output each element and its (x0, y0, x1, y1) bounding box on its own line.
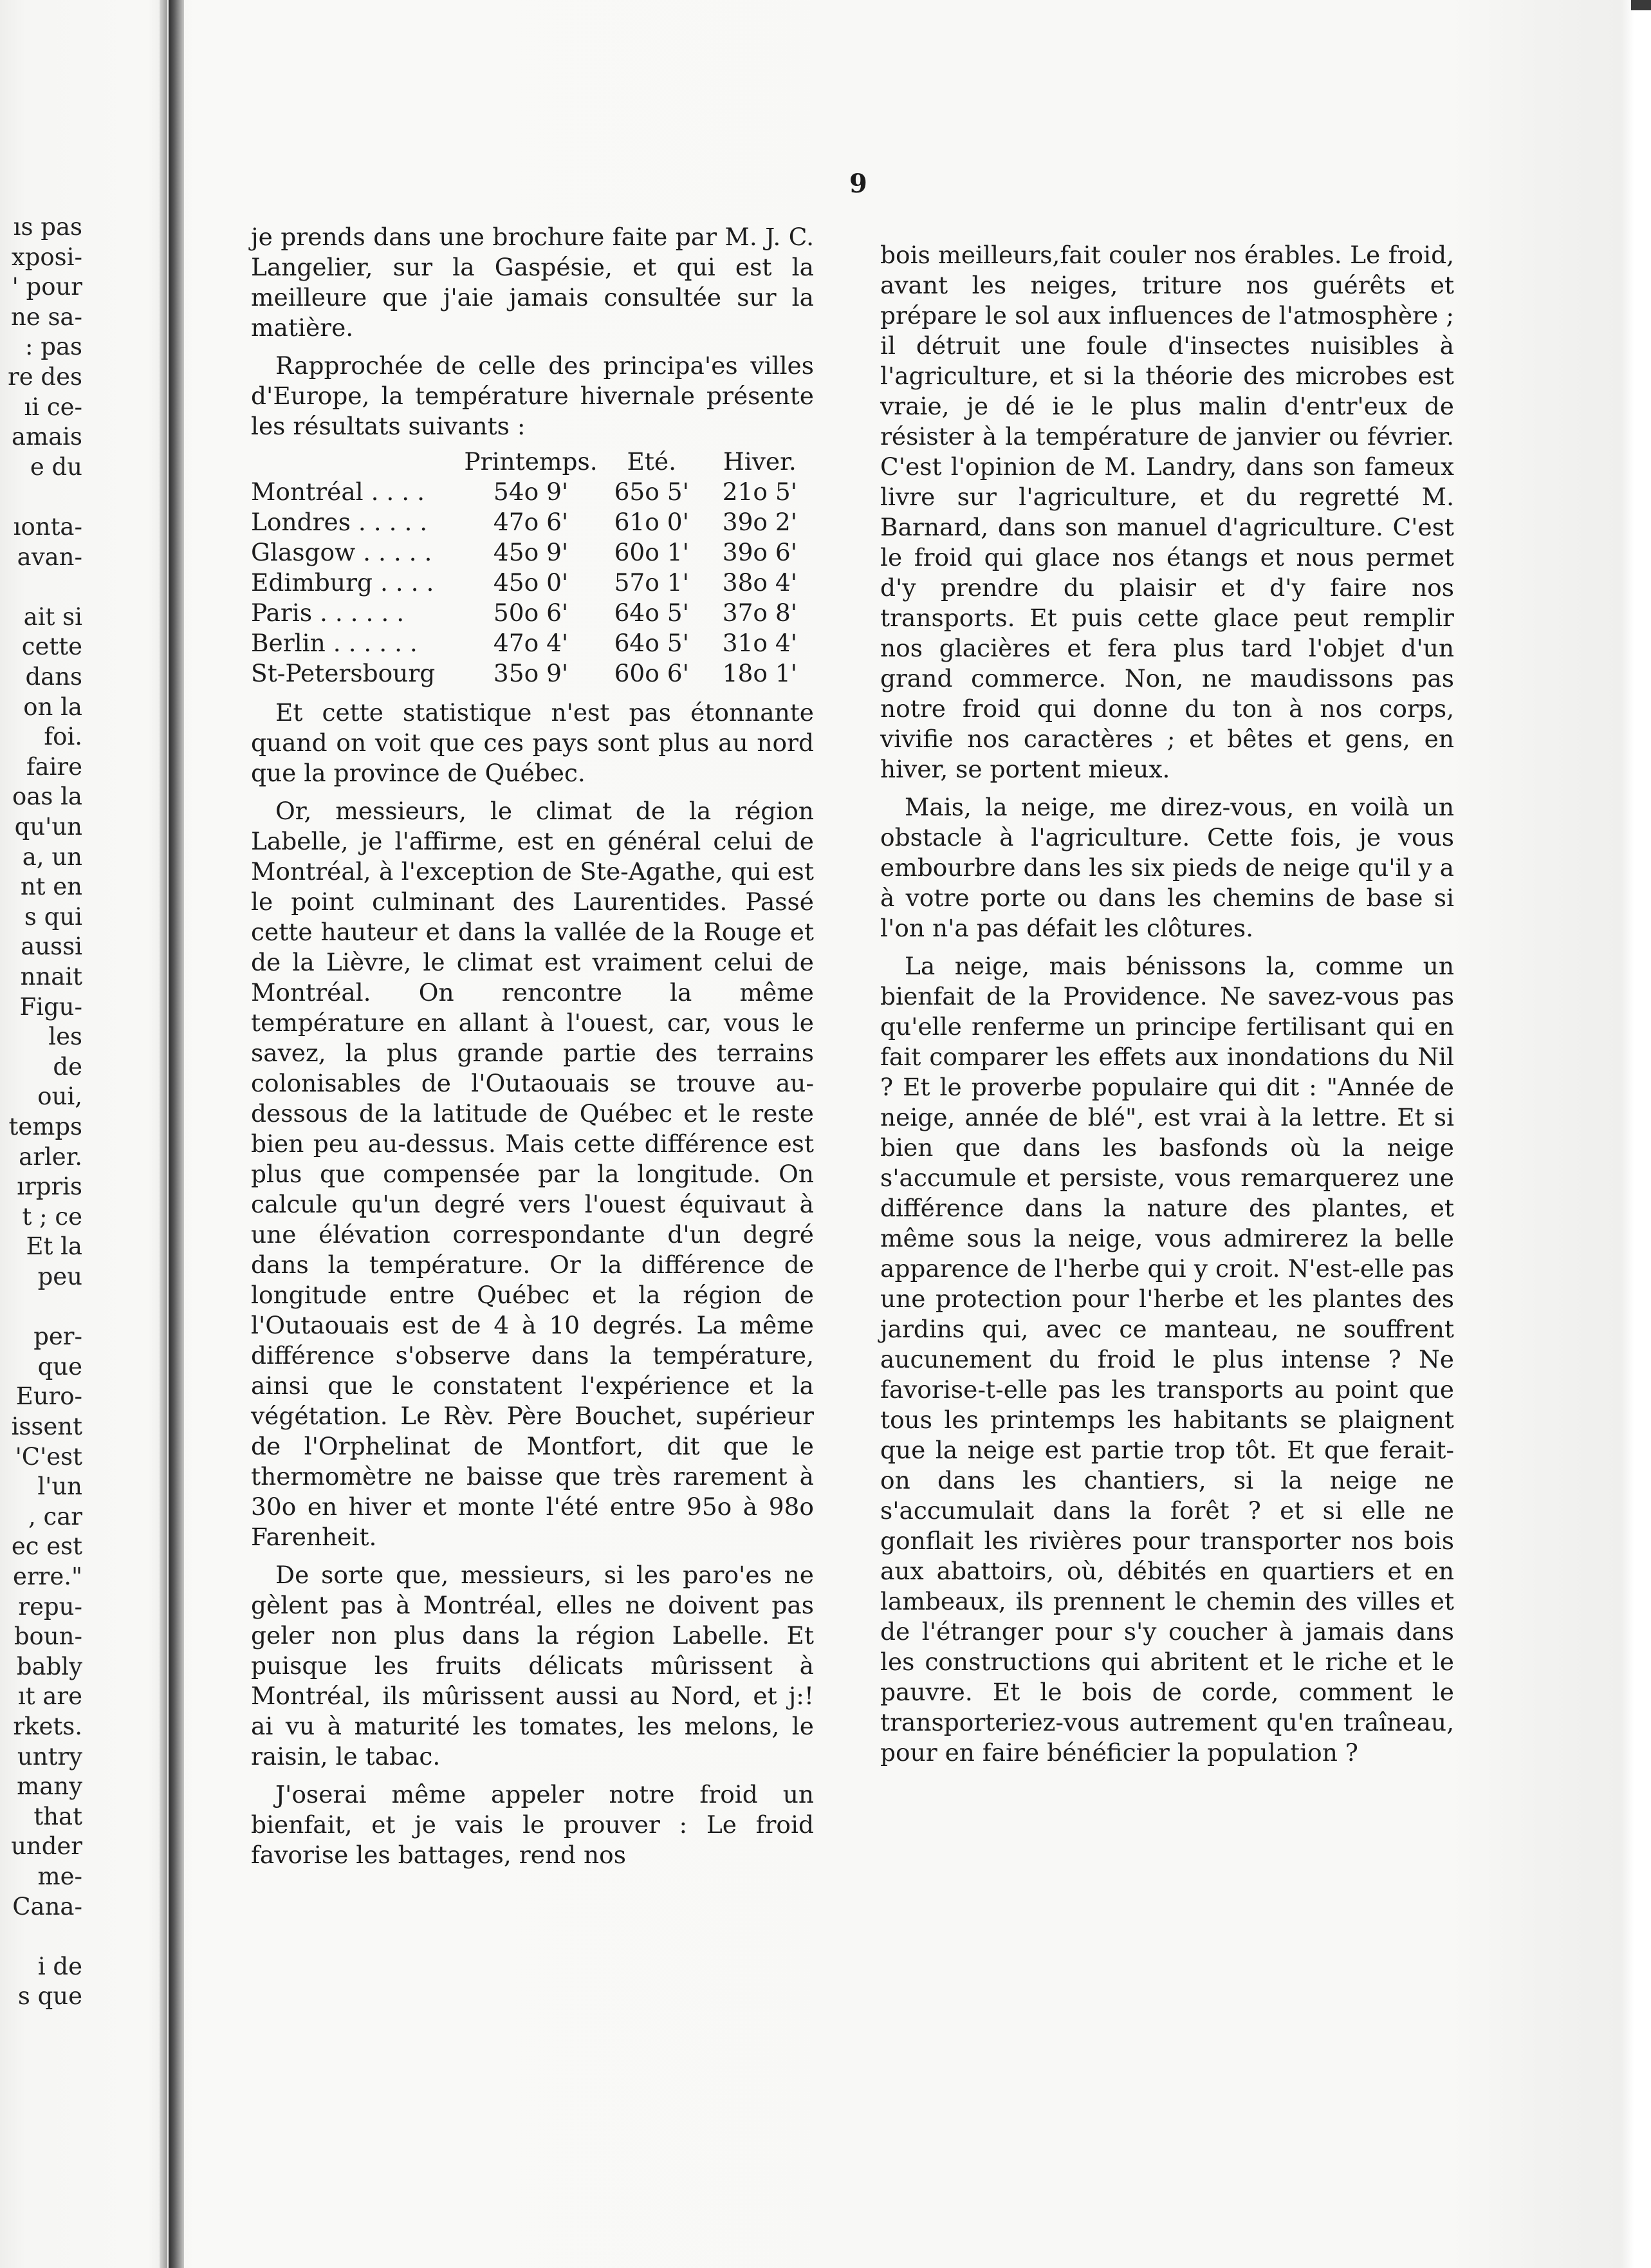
table-cell-city: Berlin . . . . . . (251, 629, 418, 657)
left-fragment-line: arler. (19, 1142, 82, 1171)
left-fragment-line: erre." (13, 1563, 82, 1590)
table-cell-hiver: 31o 4' (722, 629, 798, 657)
table-cell-ete: 65o 5' (614, 478, 689, 506)
left-fragment-line: bably (16, 1652, 82, 1680)
table-header-printemps: Printemps. (464, 447, 598, 476)
table-cell-printemps: 47o 6' (493, 508, 569, 536)
left-fragment-line: avan- (17, 543, 82, 571)
left-fragment-line: i de (37, 1952, 82, 1980)
table-cell-printemps: 47o 4' (493, 629, 569, 657)
table-row (251, 537, 814, 568)
left-fragment-line: untry (17, 1742, 82, 1771)
table-cell-ete: 60o 6' (614, 659, 689, 687)
table-cell-city: Edimburg . . . . (251, 568, 434, 597)
left-fragment-line: ' pour (12, 273, 82, 301)
left-fragment-line: peu (37, 1263, 82, 1290)
table-cell-printemps: 54o 9' (493, 478, 569, 506)
left-fragment-line: on la (23, 692, 82, 721)
table-cell-printemps: 45o 9' (493, 538, 569, 566)
left-fragment-line: les (48, 1023, 82, 1051)
left-fragment-line: Cana- (12, 1892, 82, 1920)
paragraph: je prends dans une brochure faite par M. J. C. Langelier, sur la Gaspésie, et qui est la meilleure que j'aie jamais consultée sur la matière. (251, 223, 814, 342)
left-fragment-line: oas la (12, 783, 82, 811)
left-fragment-line: ıonta- (13, 513, 82, 541)
table-cell-city: Paris . . . . . . (251, 599, 405, 627)
left-fragment-line: cette (21, 633, 82, 661)
page-fold-shadow (169, 0, 184, 2268)
table-cell-city: St-Petersbourg (251, 659, 436, 687)
left-fragment-line: oui, (37, 1083, 82, 1111)
table-cell-city: Glasgow . . . . . (251, 538, 432, 566)
paragraph: La neige, mais bénissons la, comme un bienfait de la Providence. Ne savez-vous pas qu'elle renferme un principe fertilisant qui en fait comparer les effets aux inondations du Nil ? Et le proverbe populaire qui dit : "Année de neige, année de blé", est vrai à la lettre. Et si bien que dans les basfonds où la neige s'accumule et persiste, vous remarquerez une différence dans la nature des plantes, et même sous la neige, vous admirerez la belle apparence de l'herbe qui y croit. N'est-elle pas une protection pour l'herbe et les plantes des jardins qui, avec ce manteau, ne souffrent aucunement du froid le plus intense ? Ne favorise-t-elle pas les transports au point que tous les printemps les habitants se plaignent que la neige est partie trop tôt. Et que ferait-on dans les chantiers, si la neige ne s'accumulait dans la forêt ? et si elle ne gonflait les rivières pour transporter nos bois aux abattoirs, où, débités en quartiers et en lambeaux, ils prennent le chemin des villes et de l'étranger pour s'y coucher à jamais dans les constructions qui abritent et le riche et le pauvre. Et le bois de corde, comment le transporteriez-vous autrement qu'en traîneau, pour en faire bénéficier la population ? (880, 952, 1454, 1767)
left-fragment-line: that (33, 1802, 82, 1830)
table-cell-hiver: 18o 1' (722, 659, 798, 687)
left-fragment-line: s qui (24, 902, 82, 931)
left-fragment-line: e du (30, 452, 82, 481)
paragraph: Or, messieurs, le climat de la région Labelle, je l'affirme, est en général celui de Montréal, à l'exception de Ste-Agathe, qui est le point culminant des Laurentides. Passé cette hauteur et dans la vallée de la Rouge et de la Lièvre, le climat est vraiment celui de Montréal. On rencontre la même température en allant à l'ouest, car, vous le savez, la plus grande partie des terrains colonisables de l'Outaouais se trouve au-dessous de la latitude de Québec et le reste bien peu au-dessus. Mais cette différence est plus que compensée par la longitude. On calcule qu'un degré vers l'ouest équivaut à une élévation correspondante d'un degré dans la température. Or la différence de longitude entre Québec et la région de l'Outaouais est de 4 à 10 degrés. La même différence s'observe dans la température, ainsi que le constatent l'expérience et la végétation. Le Rèv. Père Bouchet, supérieur de l'Orphelinat de Montfort, dit que le thermomètre ne baisse que très rarement à 30o en hiver et monte l'été entre 95o à 98o Farenheit. (251, 797, 814, 1551)
table-cell-ete: 64o 5' (614, 629, 689, 657)
table-row (251, 658, 814, 689)
table-header-row (251, 447, 814, 477)
left-fragment-line: boun- (14, 1622, 82, 1651)
left-fragment-line: ıi ce- (24, 393, 82, 421)
table-cell-hiver: 38o 4' (722, 568, 798, 597)
table-cell-printemps: 45o 0' (493, 568, 569, 597)
left-fragment-line: ıs pas (13, 213, 82, 241)
table-cell-ete: 61o 0' (614, 508, 689, 536)
left-fragment-line: Figu- (19, 992, 82, 1021)
table-cell-ete: 64o 5' (614, 599, 689, 627)
left-fragment-line: dans (25, 663, 82, 691)
left-fragment-line: ait si (23, 602, 82, 631)
table-row (251, 598, 814, 628)
left-fragment-line: amais (11, 423, 82, 451)
left-fragment-line: que (37, 1352, 82, 1380)
paragraph: Et cette statistique n'est pas étonnante quand on voit que ces pays sont plus au nord que la province de Québec. (251, 698, 814, 787)
left-fragment-line: l'un (37, 1473, 82, 1501)
left-fragment-line: a, un (22, 842, 82, 871)
scan-corner-mark (1631, 0, 1651, 10)
left-fragment-line: repu- (18, 1592, 82, 1621)
left-fragment-line: qu'un (14, 813, 82, 841)
left-fragment-line: , car (28, 1502, 82, 1530)
middle-column (251, 222, 814, 1870)
left-fragment-line: Et la (26, 1232, 82, 1261)
left-fragment-line: faire (26, 752, 82, 781)
left-fragment-line: 'C'est (15, 1442, 82, 1471)
table-row (251, 568, 814, 598)
paragraph: J'oserai même appeler notre froid un bienfait, et je vais le prouver : Le froid favorise les battages, rend nos (251, 1780, 814, 1869)
left-fragment-line: de (53, 1052, 82, 1081)
table-header-hiver: Hiver. (723, 447, 797, 476)
left-fragment-line: ne sa- (10, 302, 82, 331)
left-fragment-line: under (11, 1832, 82, 1861)
table-cell-printemps: 35o 9' (493, 659, 569, 687)
left-fragment-line: re des (8, 363, 82, 391)
table-cell-city: Londres . . . . . (251, 508, 428, 536)
left-fragment-line: s que (17, 1982, 82, 2011)
left-fragment-line: foi. (44, 723, 82, 751)
table-cell-ete: 60o 1' (614, 538, 689, 566)
temperature-table (251, 447, 814, 689)
table-cell-hiver: 37o 8' (722, 599, 798, 627)
left-fragment-line: per- (33, 1323, 82, 1351)
left-page-cut-column (0, 212, 82, 2018)
left-fragment-line: nnait (20, 963, 82, 990)
left-fragment-line: issent (11, 1413, 82, 1440)
left-fragment-line: aussi (21, 933, 82, 961)
left-fragment-line: rkets. (13, 1713, 82, 1740)
table-row (251, 628, 814, 658)
table-cell-hiver: 39o 6' (722, 538, 798, 566)
page-number: 9 (849, 169, 867, 199)
right-column (880, 240, 1454, 1768)
left-fragment-line: t ; ce (22, 1202, 82, 1231)
page-fold-edge (160, 0, 167, 2268)
table-cell-ete: 57o 1' (614, 568, 689, 597)
table-cell-printemps: 50o 6' (493, 599, 569, 627)
page-right-margin (1634, 0, 1651, 2268)
paragraph: Rapprochée de celle des principa'es villes d'Europe, la température hivernale présente les résultats suivants : (251, 351, 814, 440)
left-fragment-line: xposi- (11, 243, 82, 271)
table-cell-hiver: 21o 5' (722, 478, 798, 506)
paragraph: Mais, la neige, me direz-vous, en voilà un obstacle à l'agriculture. Cette fois, je vous embourbre dans les six pieds de neige qu'il y a à votre porte ou dans les chemins de base si l'on n'a pas défait les clôtures. (880, 793, 1454, 942)
table-header-ete: Eté. (627, 447, 677, 476)
left-fragment-line: ec est (11, 1532, 82, 1561)
left-fragment-line: temps (8, 1113, 82, 1140)
left-fragment-line: many (17, 1772, 82, 1801)
left-fragment-line: me- (37, 1863, 82, 1890)
left-fragment-line: Euro- (15, 1382, 82, 1411)
table-row (251, 507, 814, 537)
table-cell-city: Montréal . . . . (251, 478, 425, 506)
table-row (251, 477, 814, 507)
paragraph: bois meilleurs,fait couler nos érables. Le froid, avant les neiges, triture nos guérêts et prépare le sol aux influences de l'atmosphère ; il détruit une foule d'insectes nuisibles à l'agriculture, et si la théorie des microbes est vraie, je dé ie le plus malin d'entr'eux de résister à la température de janvier ou février. C'est l'opinion de M. Landry, dans son fameux livre sur l'agriculture, et du regretté M. Barnard, dans son manuel d'agriculture. C'est le froid qui glace nos étangs et nous permet d'y prendre du plaisir et d'y faire nos transports. Et puis cette glace peut remplir nos glacières et fera plus tard l'objet d'un grand commerce. Non, ne maudissons pas notre froid qui donne du ton à nos corps, vivifie nos caractères ; et bêtes et gens, en hiver, se portent mieux. (880, 241, 1454, 783)
left-fragment-line: : pas (25, 333, 82, 361)
left-fragment-line: ırpris (17, 1173, 82, 1201)
paragraph: De sorte que, messieurs, si les paro'es ne gèlent pas à Montréal, elles ne doivent pas geler non plus dans la région Labelle. Et puisque les fruits délicats mûrissent à Montréal, ils mûrissent aussi au Nord, et j:! ai vu à maturité les tomates, les melons, le raisin, le tabac. (251, 1561, 814, 1771)
left-fragment-line: ıt are (17, 1682, 82, 1711)
table-header-city (251, 447, 464, 477)
table-cell-hiver: 39o 2' (722, 508, 798, 536)
left-fragment-line: nt en (20, 873, 82, 901)
